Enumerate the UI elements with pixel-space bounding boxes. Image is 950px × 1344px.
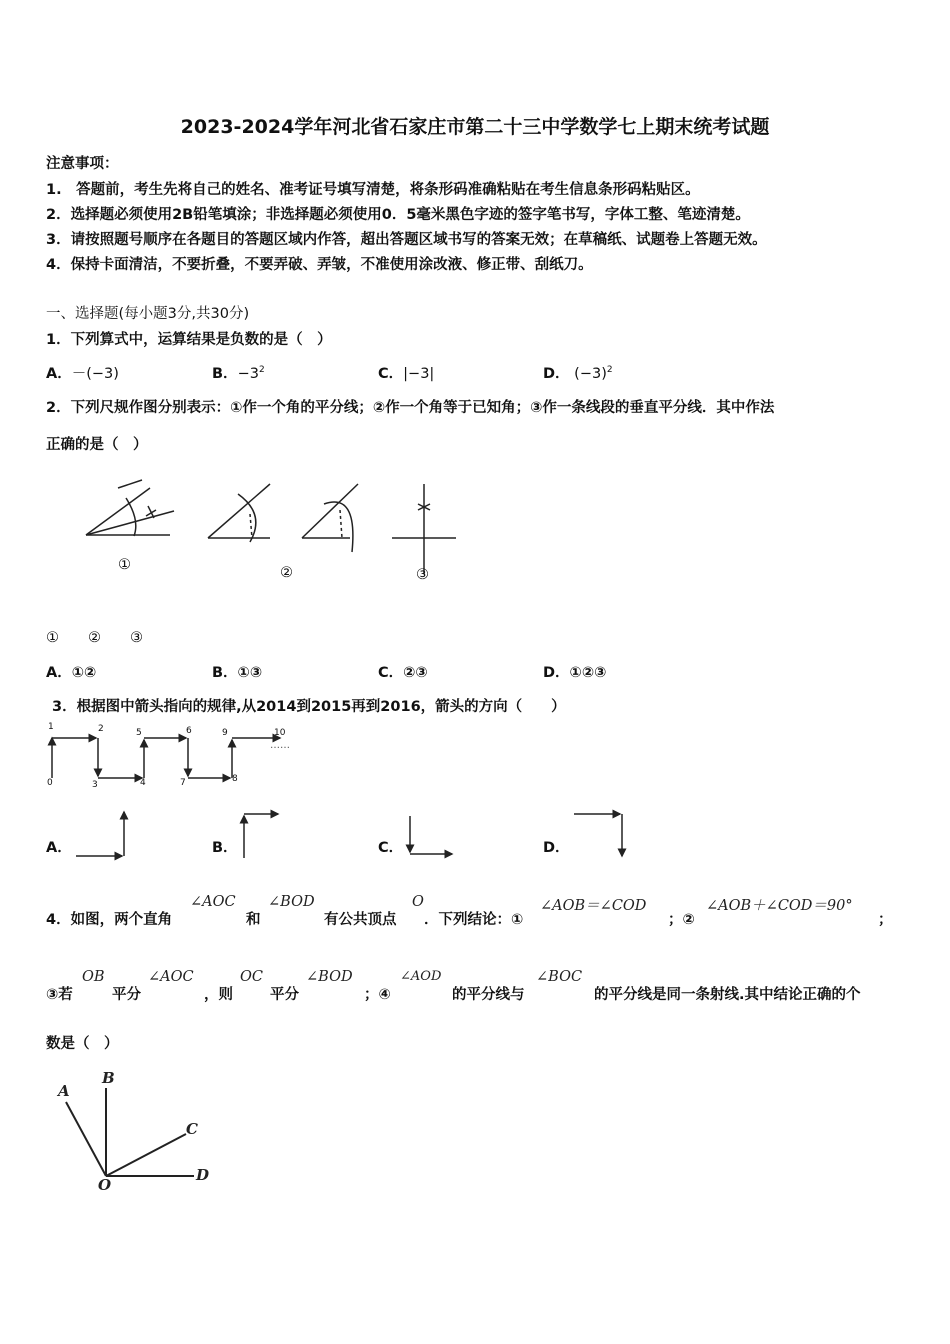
q4-point-label: C (186, 1120, 198, 1138)
q3-seq-label: 1 (48, 722, 54, 732)
q1-option-a: A．－(−3) (46, 366, 119, 382)
q4-text: ；④ (364, 987, 391, 1003)
q1-stem: 1．下列算式中，运算结果是负数的是（ ） (46, 332, 332, 348)
q3-ellipsis: …… (270, 740, 290, 751)
q3-seq-label: 5 (136, 728, 142, 738)
q3-seq-label: 9 (222, 728, 228, 738)
q3-option-a-arrow-icon (72, 806, 132, 862)
q3-seq-label: 0 (47, 778, 53, 788)
q4-math: ∠AOC (148, 969, 194, 985)
q3-option-c: C． (378, 840, 404, 856)
notice-heading: 注意事项： (46, 156, 119, 172)
q3-stem: 3．根据图中箭头指向的规律,从2014到2015再到2016，箭头的方向（ ） (52, 699, 566, 715)
q4-math: ∠AOB＝∠COD (540, 898, 647, 914)
q4-text: 4．如图，两个直角 (46, 912, 173, 928)
q2-option-d: D．①②③ (543, 665, 607, 681)
q4-point-label: B (102, 1069, 115, 1087)
q4-math: ∠BOC (536, 969, 583, 985)
q4-text: ； (878, 912, 893, 928)
q1-option-c: C．|−3| (378, 366, 435, 382)
q3-option-a: A． (46, 840, 72, 856)
q4-math: ∠BOD (306, 969, 353, 985)
q4-math: ∠AOB＋∠COD＝90° (706, 898, 853, 914)
q2-fig-label-1: ① (118, 557, 131, 573)
q3-seq-label: 6 (186, 726, 192, 736)
q4-text: ．下列结论：① (424, 912, 524, 928)
notice-item-4: 4．保持卡面清洁，不要折叠，不要弄破、弄皱，不准使用涂改液、修正带、刮纸刀。 (46, 257, 593, 273)
q4-math: ∠AOD (400, 969, 442, 984)
q3-seq-label: 3 (92, 780, 98, 790)
q4-math: ∠AOC (190, 894, 236, 910)
q3-option-d-arrow-icon (570, 806, 630, 862)
q4-text: ，则 (204, 987, 233, 1003)
q4-text: 数是（ ） (46, 1036, 119, 1052)
q2-option-a: A．①② (46, 665, 97, 681)
q2-circled-numbers: ① ② ③ (46, 630, 143, 646)
q4-text: 有公共顶点 (324, 912, 397, 928)
q3-seq-label: 10 (274, 728, 286, 738)
notice-item-3: 3．请按照题号顺序在各题目的答题区域内作答，超出答题区域书写的答案无效；在草稿纸、试题卷上答题无效。 (46, 232, 767, 248)
q4-math: O (412, 894, 424, 910)
q3-seq-label: 2 (98, 724, 104, 734)
q4-text: ③若 (46, 987, 73, 1003)
q4-math: OB (82, 969, 105, 985)
q4-point-label: O (98, 1176, 112, 1194)
notice-item-2: 2．选择题必须使用2B铅笔填涂；非选择题必须使用0．5毫米黑色字迹的签字笔书写，字体工整、笔迹清楚。 (46, 207, 750, 223)
q4-text: 和 (246, 912, 261, 928)
q3-seq-label: 4 (140, 778, 146, 788)
notice-item-1: 1. 答题前，考生先将自己的姓名、准考证号填写清楚，将条形码准确粘贴在考生信息条形码粘贴区。 (46, 182, 700, 198)
q2-stem-line2: 正确的是（ ） (46, 437, 148, 453)
q3-option-b-arrow-icon (236, 806, 286, 862)
q3-seq-label: 7 (180, 778, 186, 788)
q3-option-d: D． (543, 840, 570, 856)
q2-option-b: B．①③ (212, 665, 263, 681)
q4-math: ∠BOD (268, 894, 315, 910)
q3-option-c-arrow-icon (402, 812, 458, 864)
q3-option-b: B． (212, 840, 238, 856)
page-title: 2023-2024学年河北省石家庄市第二十三中学数学七上期末统考试题 (180, 116, 770, 138)
q4-text: ；② (668, 912, 695, 928)
q1-option-d: D． $(-3)^2$ (543, 365, 613, 382)
q3-arrow-pattern-figure (40, 722, 300, 794)
q2-fig-label-2: ② (280, 565, 293, 581)
q4-point-label: A (58, 1082, 70, 1100)
q2-option-c: C．②③ (378, 665, 428, 681)
q4-text: 平分 (270, 987, 299, 1003)
q4-text: 平分 (112, 987, 141, 1003)
q3-seq-label: 8 (232, 774, 238, 784)
q2-stem-line1: 2．下列尺规作图分别表示：①作一个角的平分线；②作一个角等于已知角；③作一条线段的垂直平分线．其中作法 (46, 400, 775, 416)
q4-text: 的平分线与 (452, 987, 525, 1003)
q1-option-b: B．$-3^2$ (212, 365, 265, 382)
q4-point-label: D (196, 1166, 210, 1184)
q4-math: OC (240, 969, 263, 985)
q4-text: 的平分线是同一条射线.其中结论正确的个 (594, 987, 861, 1003)
q2-fig-label-3: ③ (416, 567, 429, 583)
section-heading: 一、选择题(每小题3分,共30分) (46, 306, 250, 322)
